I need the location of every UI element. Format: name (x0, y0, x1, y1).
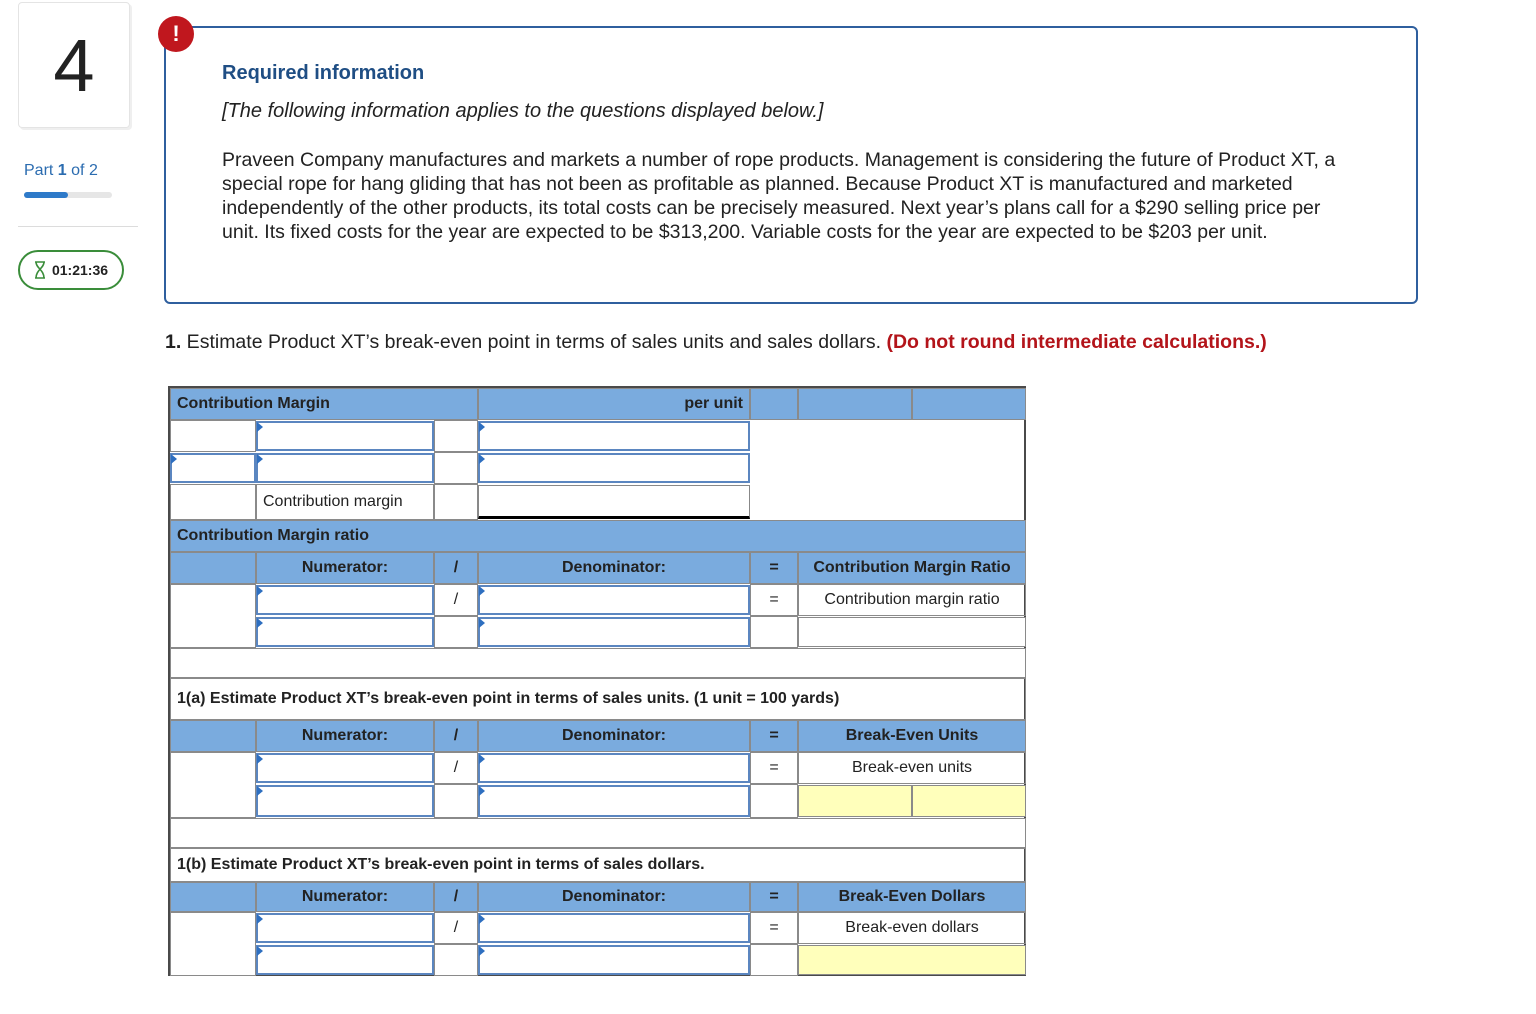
blank-cell (170, 552, 256, 584)
info-body: Praveen Company manufactures and markets a number of rope products. Management is considering the future of Product XT, a special rope for hang gliding that has not been as profitable as planned. Because Product XT is manufactured and marketed independently of the other products, its total costs can be precisely measured. Next year’s plans call for a $290 selling price per unit. Its fixed costs for the year are expected to be $313,200. Variable costs for the year are expected to be $203 per unit. (222, 149, 1336, 243)
b-denominator-input[interactable] (478, 913, 750, 943)
header-blank-cell (798, 388, 912, 420)
cm-total-input[interactable] (478, 485, 750, 519)
cm-row1-label-input[interactable] (256, 421, 434, 451)
blank-cell (434, 616, 478, 648)
worksheet-table (168, 386, 1026, 976)
cmr-result-input[interactable] (798, 617, 1026, 647)
blank-cell (434, 944, 478, 976)
blank-cell (170, 420, 256, 452)
header-blank-cell (912, 388, 1026, 420)
a-equals: = (750, 752, 798, 784)
hourglass-icon (34, 261, 46, 279)
a-denominator-input[interactable] (478, 753, 750, 783)
b-result-input[interactable] (798, 945, 1026, 975)
cmr-header: Contribution Margin ratio (170, 520, 1026, 552)
per-unit-header: per unit (478, 388, 750, 420)
dropdown-marker-icon (257, 422, 263, 432)
question-note: (Do not round intermediate calculations.) (886, 331, 1267, 353)
blank-cell (750, 616, 798, 648)
a-numerator-value-input[interactable] (256, 785, 434, 817)
b-numerator-value-input[interactable] (256, 945, 434, 975)
cmr-result-header: Contribution Margin Ratio (798, 552, 1026, 584)
exclamation-icon: ! (158, 16, 194, 52)
blank-cell (750, 784, 798, 818)
dropdown-marker-icon (257, 786, 263, 796)
blank-cell (434, 784, 478, 818)
blank-cell (434, 452, 478, 484)
b-denominator-value-input[interactable] (478, 945, 750, 975)
dropdown-marker-icon (257, 946, 263, 956)
part-total: of 2 (71, 162, 98, 179)
blank-cell (170, 912, 256, 976)
part-a-title: 1(a) Estimate Product XT’s break-even point in terms of sales units. (1 unit = 100 yards) (170, 678, 1026, 720)
cmr-slash: / (434, 584, 478, 616)
cmr-equals-header: = (750, 552, 798, 584)
question-number-label: 1. (165, 331, 182, 353)
cmr-equals: = (750, 584, 798, 616)
b-result-label: Break-even dollars (798, 912, 1026, 944)
part-indicator (24, 162, 98, 180)
cm-row2-label-input[interactable] (256, 453, 434, 483)
dropdown-marker-icon (479, 586, 485, 596)
info-title: Required information (222, 62, 425, 84)
cm-row2-amount-input[interactable] (478, 453, 750, 483)
dropdown-marker-icon (479, 618, 485, 628)
part-current: 1 (57, 162, 67, 179)
cmr-result-label: Contribution margin ratio (798, 584, 1026, 616)
dropdown-marker-icon (479, 914, 485, 924)
cmr-denominator-value-input[interactable] (478, 617, 750, 647)
cm-row1-amount-input[interactable] (478, 421, 750, 451)
a-numerator-input[interactable] (256, 753, 434, 783)
blank-cell (170, 882, 256, 912)
dropdown-marker-icon (257, 586, 263, 596)
cm-row2-sign-input[interactable] (170, 453, 256, 483)
a-numerator-header: Numerator: (256, 720, 434, 752)
dropdown-marker-icon (171, 454, 177, 464)
part-label-text: Part (24, 162, 54, 179)
spacer-row (170, 648, 1026, 678)
blank-cell (170, 720, 256, 752)
dropdown-marker-icon (257, 914, 263, 924)
question-text (165, 331, 1267, 354)
sidebar-divider (18, 226, 138, 227)
blank-cell (434, 420, 478, 452)
cm-row-label: Contribution margin (256, 484, 434, 520)
header-blank-cell (750, 388, 798, 420)
cmr-denominator-header: Denominator: (478, 552, 750, 584)
required-information-panel (164, 26, 1418, 304)
dropdown-marker-icon (479, 422, 485, 432)
b-slash: / (434, 912, 478, 944)
blank-cell (170, 584, 256, 648)
timer[interactable] (18, 250, 124, 290)
dropdown-marker-icon (479, 946, 485, 956)
blank-cell (750, 944, 798, 976)
a-equals-header: = (750, 720, 798, 752)
b-denominator-header: Denominator: (478, 882, 750, 912)
cmr-slash-header: / (434, 552, 478, 584)
a-result-label: Break-even units (798, 752, 1026, 784)
question-prompt: Estimate Product XT’s break-even point in terms of sales units and sales dollars. (181, 331, 887, 353)
b-slash-header: / (434, 882, 478, 912)
b-equals: = (750, 912, 798, 944)
b-result-header: Break-Even Dollars (798, 882, 1026, 912)
a-denominator-value-input[interactable] (478, 785, 750, 817)
info-subtitle: [The following information applies to the questions displayed below.] (222, 100, 824, 122)
a-result-input[interactable] (798, 785, 912, 817)
a-result-unit-input[interactable] (912, 785, 1026, 817)
spacer-row (170, 818, 1026, 848)
blank-cell (170, 484, 256, 520)
question-number: 4 (18, 2, 130, 128)
a-result-header: Break-Even Units (798, 720, 1026, 752)
a-slash: / (434, 752, 478, 784)
dropdown-marker-icon (257, 754, 263, 764)
dropdown-marker-icon (479, 754, 485, 764)
cmr-numerator-header: Numerator: (256, 552, 434, 584)
dropdown-marker-icon (479, 786, 485, 796)
cm-header: Contribution Margin (170, 388, 478, 420)
a-slash-header: / (434, 720, 478, 752)
timer-value: 01:21:36 (51, 262, 109, 278)
cmr-denominator-input[interactable] (478, 585, 750, 615)
part-b-title: 1(b) Estimate Product XT’s break-even point in terms of sales dollars. (170, 848, 1026, 882)
blank-cell (434, 484, 478, 520)
b-equals-header: = (750, 882, 798, 912)
a-denominator-header: Denominator: (478, 720, 750, 752)
part-progress-bar (24, 192, 112, 198)
dropdown-marker-icon (257, 618, 263, 628)
part-progress-fill (24, 192, 68, 198)
b-numerator-header: Numerator: (256, 882, 434, 912)
b-numerator-input[interactable] (256, 913, 434, 943)
dropdown-marker-icon (479, 454, 485, 464)
dropdown-marker-icon (257, 454, 263, 464)
blank-cell (170, 752, 256, 818)
cmr-numerator-value-input[interactable] (256, 617, 434, 647)
cmr-numerator-input[interactable] (256, 585, 434, 615)
